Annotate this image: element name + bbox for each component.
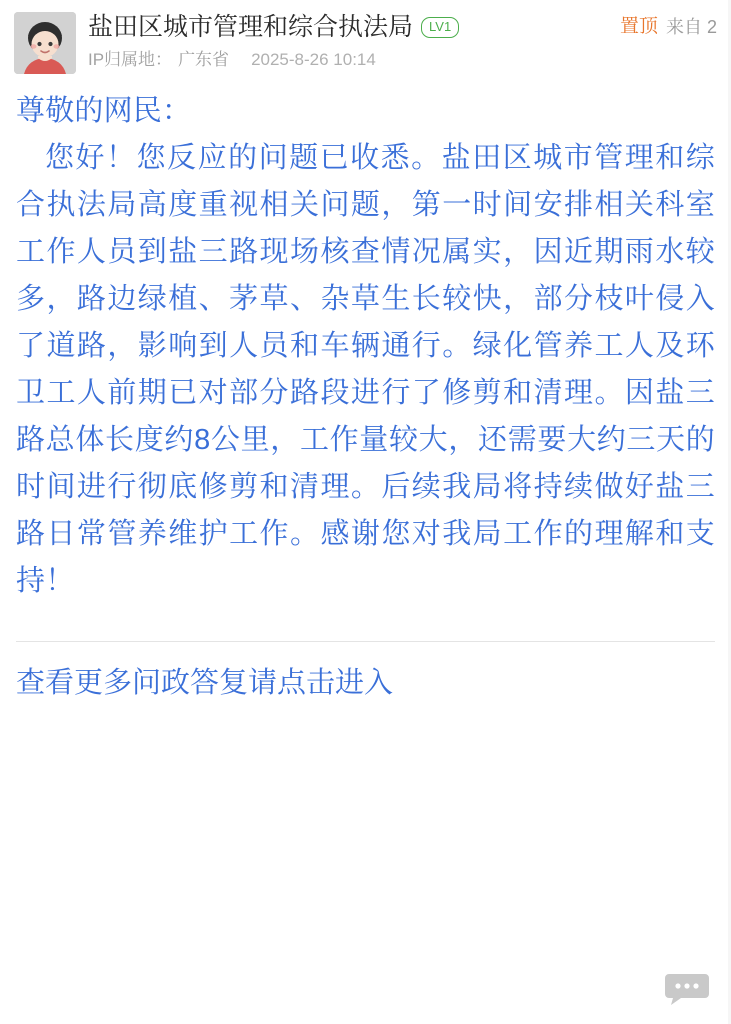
name-row [88,12,717,42]
post-body [0,74,731,605]
avatar[interactable] [14,12,76,74]
header-right [610,15,717,39]
pinned-badge: 置顶 [619,16,658,37]
source-label: 来自 2 [665,17,717,37]
post-timestamp: 2025-8-26 10:14 [251,50,376,69]
more-replies-link[interactable]: 查看更多问政答复请点击进入 [16,667,394,699]
header-main [76,12,717,71]
post-header [0,0,731,74]
meta-row [88,49,717,71]
account-name[interactable]: 盐田区城市管理和综合执法局 [88,13,414,41]
comment-icon[interactable] [665,972,709,1006]
salutation: 尊敬的网民： [16,95,192,127]
level-badge: LV1 [421,17,459,38]
ip-location-value: 广东省 [178,50,230,69]
ip-location-label: IP归属地： [88,50,173,69]
post-content: 您好！您反应的问题已收悉。盐田区城市管理和综合执法局高度重视相关问题，第一时间安排相关科室工作人员到盐三路现场核查情况属实，因近期雨水较多，路边绿植、茅草、杂草生长较快，部分枝叶侵入了道路，影响到人员和车辆通行。绿化管养工人及环卫工人前期已对部分路段进行了修剪和清理。因盐三路总体长度约8公里，工作量较大，还需要大约三天的时间进行彻底修剪和清理。后续我局将持续做好盐三路日常管养维护工作。感谢您对我局工作的理解和支持！ [16,142,715,597]
